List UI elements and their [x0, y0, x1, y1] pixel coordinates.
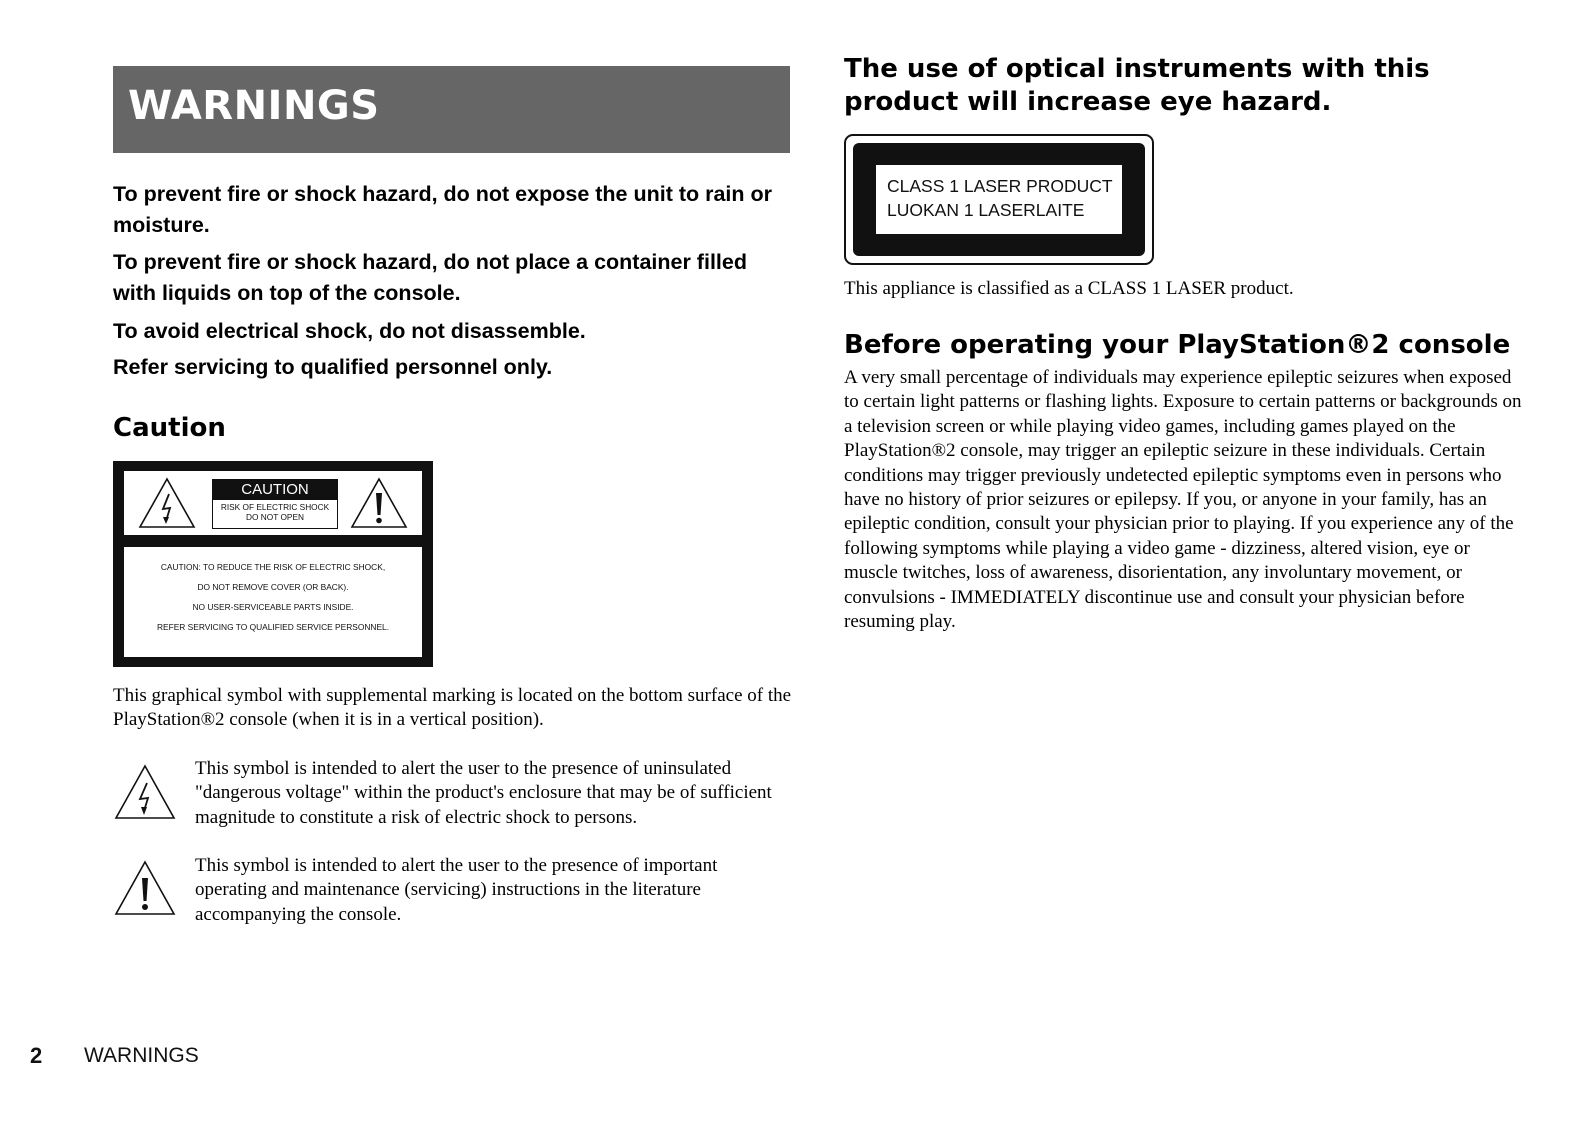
lightning-warning-icon	[114, 764, 176, 820]
symbol-location-note: This graphical symbol with supplemental marking is located on the bottom surface of the PlayStation®2 console (when it is in a vertical position).	[113, 685, 792, 731]
caution-box-subtext	[213, 503, 337, 522]
laser-label-line2: LUOKAN 1 LASERLAITE	[887, 200, 1085, 220]
caution-box-sub-line2: DO NOT OPEN	[246, 511, 304, 522]
warning-disassemble: To avoid electrical shock, do not disassemble.	[113, 319, 586, 343]
warning-liquid-container: To prevent fire or shock hazard, do not place a container filled with liquids on top of the console.	[113, 250, 747, 305]
laser-classification-text: This appliance is classified as a CLASS 1 LASER product.	[844, 278, 1294, 299]
lightning-symbol-description: This symbol is intended to alert the user to the presence of uninsulated "dangerous voltage" within the product's enclosure that may be of sufficient magnitude to constitute a risk of electric shock to persons.	[195, 758, 772, 828]
caution-label-graphic	[113, 461, 433, 667]
warning-rain-moisture: To prevent fire or shock hazard, do not expose the unit to rain or moisture.	[113, 182, 773, 237]
exclamation-symbol-description: This symbol is intended to alert the user to the presence of important operating and maintenance (servicing) instructions in the literature accompanying the console.	[195, 855, 718, 925]
page-title: WARNINGS	[128, 83, 380, 129]
page-number: 2	[30, 1043, 43, 1068]
lightning-warning-icon	[138, 477, 196, 529]
laser-product-label	[844, 134, 1154, 265]
caution-label-line: CAUTION: TO REDUCE THE RISK OF ELECTRIC SHOCK,	[160, 562, 386, 572]
optical-hazard-heading: The use of optical instruments with this product will increase eye hazard.	[844, 54, 1430, 117]
warnings-banner	[113, 66, 790, 153]
exclamation-warning-icon	[350, 477, 408, 529]
laser-label-frame	[853, 143, 1145, 256]
laser-label-text	[887, 174, 1113, 222]
epilepsy-warning-text: A very small percentage of individuals may experience epileptic seizures when exposed to certain light patterns or flashing lights. Exposure to certain patterns or backgrounds on a television screen or while playing video games, including games played on the PlayStation®2 console, may trigger an epileptic seizure in these individuals. Certain conditions may trigger previously undetected epileptic symptoms even in persons who have no history of prior seizures or epilepsy. If you, or anyone in your family, has an epileptic condition, consult your physician prior to playing. If you experience any of the following symptoms while playing a video game - dizziness, altered vision, eye or muscle twitches, loss of awareness, disorientation, any involuntary movement, or convulsions - IMMEDIATELY discontinue use and consult your physician before resuming play.	[844, 367, 1522, 633]
footer-section-label: WARNINGS	[84, 1044, 199, 1067]
before-operating-heading: Before operating your PlayStation®2 console	[844, 330, 1511, 360]
caution-box-sub-line1: RISK OF ELECTRIC SHOCK	[220, 502, 330, 512]
exclamation-warning-icon	[114, 860, 176, 916]
caution-heading: Caution	[113, 413, 226, 443]
laser-label-panel	[876, 165, 1122, 234]
caution-label-top-panel	[124, 471, 422, 535]
caution-label-line: NO USER-SERVICEABLE PARTS INSIDE.	[192, 602, 354, 612]
warning-servicing: Refer servicing to qualified personnel only.	[113, 355, 553, 379]
caution-label-bottom-panel	[124, 547, 422, 657]
caution-label-line: DO NOT REMOVE COVER (OR BACK).	[197, 582, 349, 592]
caution-label-line: REFER SERVICING TO QUALIFIED SERVICE PERSONNEL.	[156, 622, 390, 632]
caution-box	[212, 479, 338, 529]
caution-box-header: CAUTION	[213, 480, 337, 500]
laser-label-line1: CLASS 1 LASER PRODUCT	[887, 176, 1113, 196]
